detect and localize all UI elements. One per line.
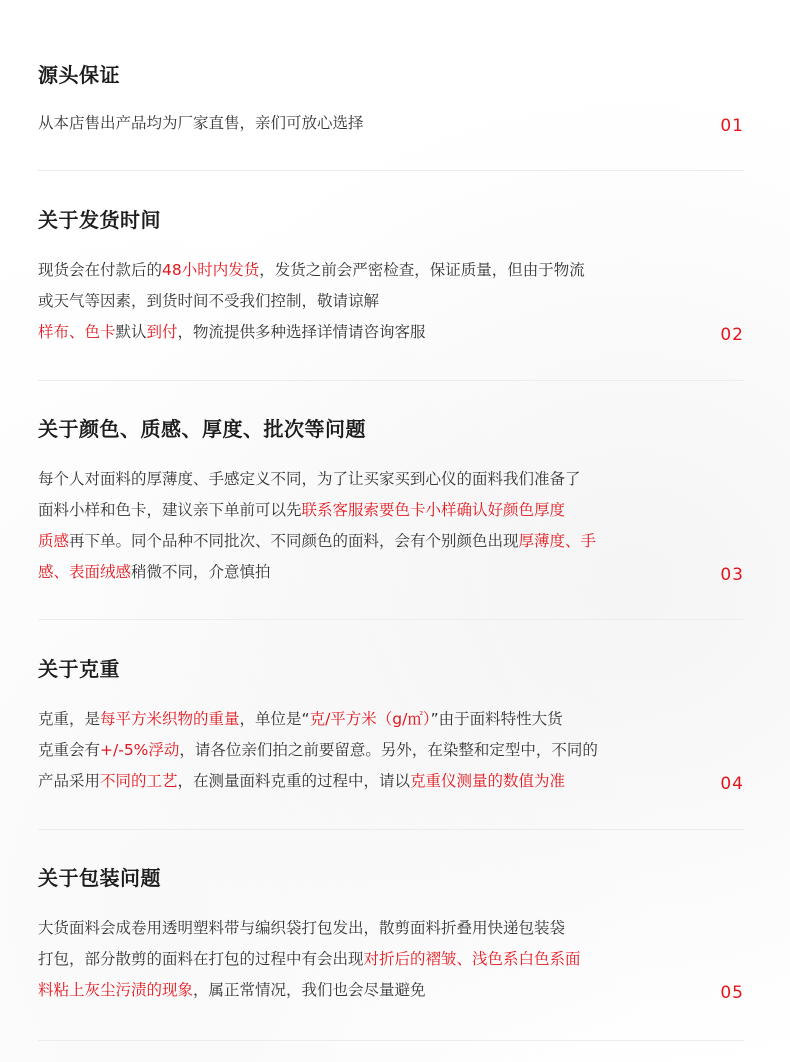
body-line [38,255,688,286]
body-text: 现货会在付款后的 [38,261,163,279]
body-text: 面料小样和色卡，建议亲下单前可以先 [38,501,302,519]
body-line [38,704,688,735]
body-text: ，单位是“ [239,710,310,728]
body-text: 再下单。同个品种不同批次、不同颜色的面料，会有个别颜色出现 [69,532,519,550]
section-title: 源头保证 [38,63,120,87]
body-line [38,766,688,797]
divider [38,619,744,620]
highlight-text: 联系客服索要色卡小样确认好颜色厚度 [301,501,566,519]
body-line [38,317,688,348]
body-text: ，请各位亲们拍之前要留意。另外，在染整和定型中，不同的 [179,741,598,759]
body-line [38,975,688,1006]
section-title: 关于颜色、质感、厚度、批次等问题 [38,417,366,441]
highlight-text: 感、表面绒感 [38,563,132,581]
body-text: 默认 [115,323,147,341]
section-fabric-weight [38,656,750,794]
section-body [38,913,688,1006]
body-text: ，物流提供多种选择详情请咨询客服 [177,323,426,341]
highlight-text: 料粘上灰尘污渍的现象 [38,981,194,999]
highlight-text: 每平方米织物的重量 [100,710,240,728]
section-number: 03 [720,565,744,585]
section-number: 02 [720,325,744,345]
body-text: ，属正常情况，我们也会尽量避免 [193,981,426,999]
section-title: 关于发货时间 [38,208,161,232]
body-line [38,557,688,588]
divider [38,170,744,171]
divider [38,1040,744,1041]
section-shipping-time [38,207,750,345]
body-text: 克重会有 [38,741,101,759]
body-line [38,913,688,944]
body-line [38,944,688,975]
section-number: 01 [720,116,744,136]
highlight-text: 厚薄度、手 [518,532,597,550]
body-text: 打包，部分散剪的面料在打包的过程中有会出现 [38,950,364,968]
body-text: 稍微不同，介意慎拍 [131,563,271,581]
section-color-texture [38,416,750,585]
highlight-text: 到付 [146,323,178,341]
section-body [38,255,688,348]
section-body [38,464,688,588]
highlight-text: 克/平方米（g/㎡） [309,710,431,728]
body-text: ”由于面料特性大货 [430,710,563,728]
highlight-text: +/-5%浮动 [100,741,180,759]
body-line [38,108,688,139]
body-text: ，在测量面料克重的过程中，请以 [177,772,411,790]
highlight-text: 对折后的褶皱、浅色系白色系面 [363,950,581,968]
body-text: 每个人对面料的厚薄度、手感定义不同，为了让买家买到心仪的面料我们准备了 [38,470,581,488]
divider [38,829,744,830]
body-line [38,495,688,526]
body-text: ，发货之前会严密检查，保证质量，但由于物流 [259,261,585,279]
body-text: 产品采用 [38,772,101,790]
section-title: 关于包装问题 [38,866,161,890]
section-body [38,108,688,139]
section-source-guarantee [38,62,750,136]
section-number: 05 [720,983,744,1003]
body-line [38,526,688,557]
highlight-text: 48小时内发货 [162,261,260,279]
body-text: 或天气等因素，到货时间不受我们控制，敬请谅解 [38,292,380,310]
divider [38,380,744,381]
highlight-text: 质感 [38,532,70,550]
body-text: 大货面料会成卷用透明塑料带与编织袋打包发出，散剪面料折叠用快递包装袋 [38,919,566,937]
body-text: 从本店售出产品均为厂家直售，亲们可放心选择 [38,114,364,132]
section-title: 关于克重 [38,657,120,681]
body-line [38,464,688,495]
body-text: 克重，是 [38,710,101,728]
highlight-text: 克重仪测量的数值为准 [410,772,566,790]
body-line [38,286,688,317]
section-body [38,704,688,797]
body-line [38,735,688,766]
section-number: 04 [720,774,744,794]
highlight-text: 不同的工艺 [100,772,178,790]
section-packaging [38,865,750,1003]
highlight-text: 样布、色卡 [38,323,116,341]
